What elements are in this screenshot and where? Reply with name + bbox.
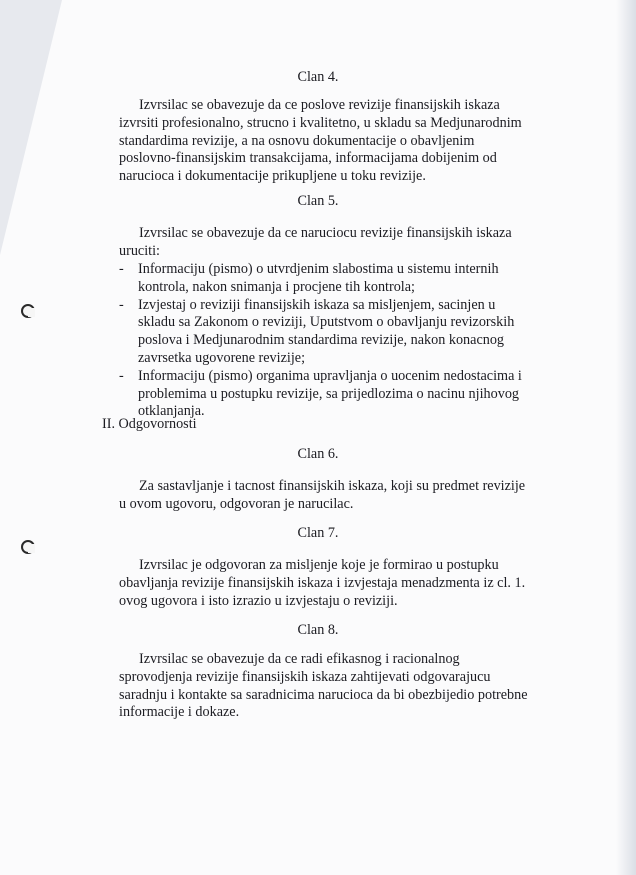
list-item xyxy=(119,297,529,368)
list-marker: - xyxy=(119,367,124,384)
list-item-text: Informaciju (pismo) o utvrdjenim slabostima u sistemu internih kontrola, nakon snimanja i procjene tih kontrola; xyxy=(138,261,499,295)
article-heading: Clan 4. xyxy=(297,69,339,85)
list-item xyxy=(119,368,529,421)
article-heading: Clan 6. xyxy=(297,446,339,462)
article-heading: Clan 5. xyxy=(297,193,339,209)
article-paragraph: Za sastavljanje i tacnost finansijskih iskaza, koji su predmet revizije u ovom ugovoru, odgovoran je narucilac. xyxy=(119,478,526,512)
article-paragraph: Izvrsilac se obavezuje da ce radi efikasnog i racionalnog sprovodjenja revizije finansijskih iskaza zahtijevati odgovarajucu saradnju i kontakte sa saradnicima narucioca da bi obezbijedio potrebne informacije i dokaze. xyxy=(119,651,528,721)
part-title: II. Odgovornosti xyxy=(102,416,197,432)
article-paragraph: Izvrsilac se obavezuje da ce poslove revizije finansijskih iskaza izvrsiti profesionalno, strucno i kvalitetno, u skladu sa Medjunarodnim standardima revizije, a na osnovu dokumentacije o obavljenim poslovno-finansijskim transakcijama, informacijama dobijenim od narucioca i dokumentacije prikupljene u toku revizije. xyxy=(119,97,522,185)
deliverables-list xyxy=(119,261,529,421)
article-heading: Clan 8. xyxy=(297,622,339,638)
article-paragraph: Izvrsilac je odgovoran za misljenje koje je formirao u postupku obavljanja revizije finansijskih iskaza i izvjestaja menadzmenta iz cl. 1. ovog ugovora i isto izrazio u izvjestaju o reviziji. xyxy=(119,557,526,609)
article-paragraph: Izvrsilac se obavezuje da ce naruciocu revizije finansijskih iskaza uruciti: xyxy=(119,225,512,259)
article-heading: Clan 7. xyxy=(297,525,339,541)
list-marker: - xyxy=(119,261,124,277)
list-item-text: Informaciju (pismo) organima upravljanja o uocenim nedostacima i problemima u postupku revizije, sa prijedlozima o nacinu njihovog otklanjanja. xyxy=(138,367,522,420)
list-item-text: Izvjestaj o reviziji finansijskih iskaza sa misljenjem, sacinjen u skladu sa Zakonom o reviziji, Uputstvom o obavljanju revizorskih poslova i Medjunarodnim standardima revizije, nakon konacnog zavrsetka ugovorene revizije; xyxy=(138,296,515,366)
list-marker: - xyxy=(119,296,124,313)
list-item xyxy=(119,261,529,297)
